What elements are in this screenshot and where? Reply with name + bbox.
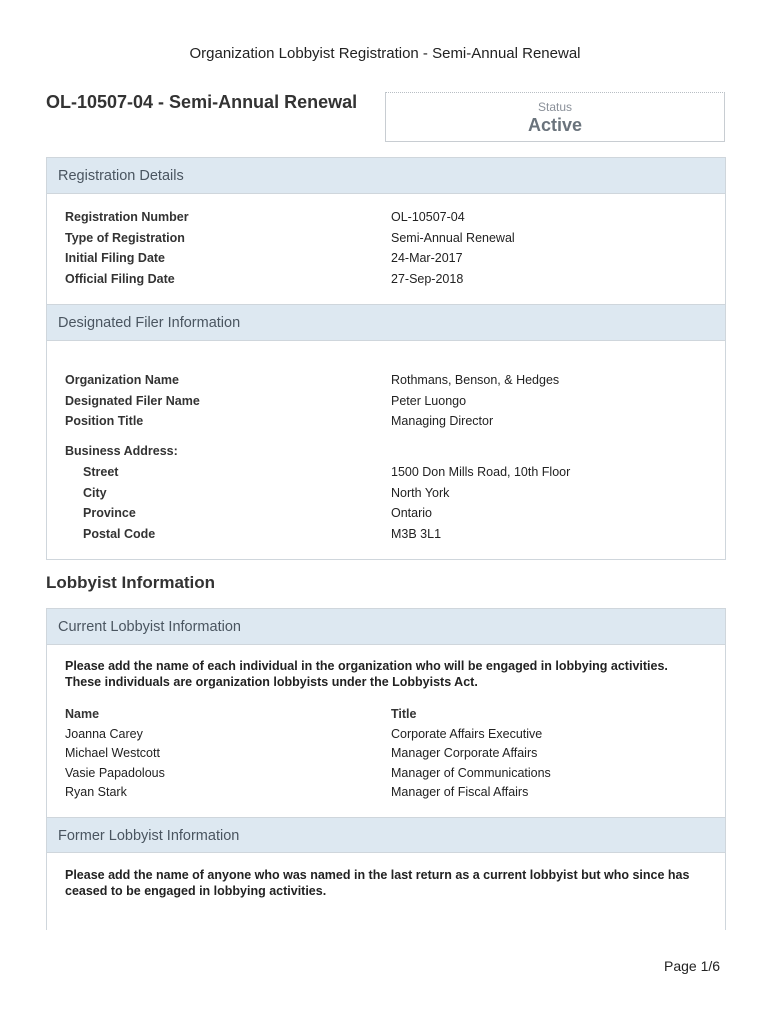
lobbyist-name: Joanna Carey (65, 727, 143, 741)
lobbyist-title: Manager of Communications (391, 766, 551, 780)
registration-details-header: Registration Details (47, 158, 725, 194)
registration-type-label: Type of Registration (65, 231, 185, 245)
designated-filer-name-label: Designated Filer Name (65, 394, 200, 408)
registration-number-label: Registration Number (65, 210, 189, 224)
organization-name-value: Rothmans, Benson, & Hedges (391, 373, 560, 387)
designated-filer-header: Designated Filer Information (47, 305, 725, 341)
business-address-label: Business Address: (65, 444, 178, 458)
registration-heading: OL-10507-04 - Semi-Annual Renewal (46, 92, 358, 112)
province-value: Ontario (391, 506, 432, 520)
city-label: City (83, 486, 107, 500)
official-filing-date-label: Official Filing Date (65, 272, 175, 286)
lobbyist-name: Ryan Stark (65, 785, 127, 799)
current-lobbyist-note-line-1: Please add the name of each individual in the organization who will be engaged in lobbying activities. (65, 659, 668, 673)
current-lobbyist-note-line-2: These individuals are organization lobbyists under the Lobbyists Act. (65, 675, 478, 689)
former-lobbyist-note-line-1: Please add the name of anyone who was named in the last return as a current lobbyist but who since has (65, 868, 690, 882)
registration-type-value: Semi-Annual Renewal (391, 231, 515, 245)
document-title: Organization Lobbyist Registration - Semi-Annual Renewal (189, 45, 581, 62)
lobbyist-name: Michael Westcott (65, 746, 160, 760)
postal-code-label: Postal Code (83, 527, 156, 541)
designated-filer-name-value: Peter Luongo (391, 394, 467, 408)
designated-filer-panel (46, 304, 726, 560)
lobbyist-title: Corporate Affairs Executive (391, 727, 543, 741)
initial-filing-date-value: 24-Mar-2017 (391, 251, 463, 265)
street-label: Street (83, 465, 119, 479)
former-lobbyist-header: Former Lobbyist Information (46, 817, 726, 853)
former-lobbyist-note-line-2: ceased to be engaged in lobbying activities. (65, 884, 327, 898)
position-title-value: Managing Director (391, 414, 494, 428)
official-filing-date-value: 27-Sep-2018 (391, 272, 464, 286)
position-title-label: Position Title (65, 414, 144, 428)
registration-number-value: OL-10507-04 (391, 210, 465, 224)
name-column-header: Name (65, 707, 100, 721)
status-label: Status (537, 100, 573, 114)
postal-code-value: M3B 3L1 (391, 527, 442, 541)
organization-name-label: Organization Name (65, 373, 179, 387)
status-box (385, 92, 725, 142)
city-value: North York (391, 486, 450, 500)
title-column-header: Title (391, 707, 417, 721)
lobbyist-title: Manager Corporate Affairs (391, 746, 538, 760)
street-value: 1500 Don Mills Road, 10th Floor (391, 465, 571, 479)
status-value: Active (527, 115, 583, 135)
lobbyist-name: Vasie Papadolous (65, 766, 165, 780)
lobbyist-information-heading: Lobbyist Information (46, 573, 216, 592)
initial-filing-date-label: Initial Filing Date (65, 251, 166, 265)
lobbyist-title: Manager of Fiscal Affairs (391, 785, 529, 799)
current-lobbyist-header: Current Lobbyist Information (47, 609, 725, 645)
page-number: Page 1/6 (664, 958, 721, 974)
province-label: Province (83, 506, 136, 520)
